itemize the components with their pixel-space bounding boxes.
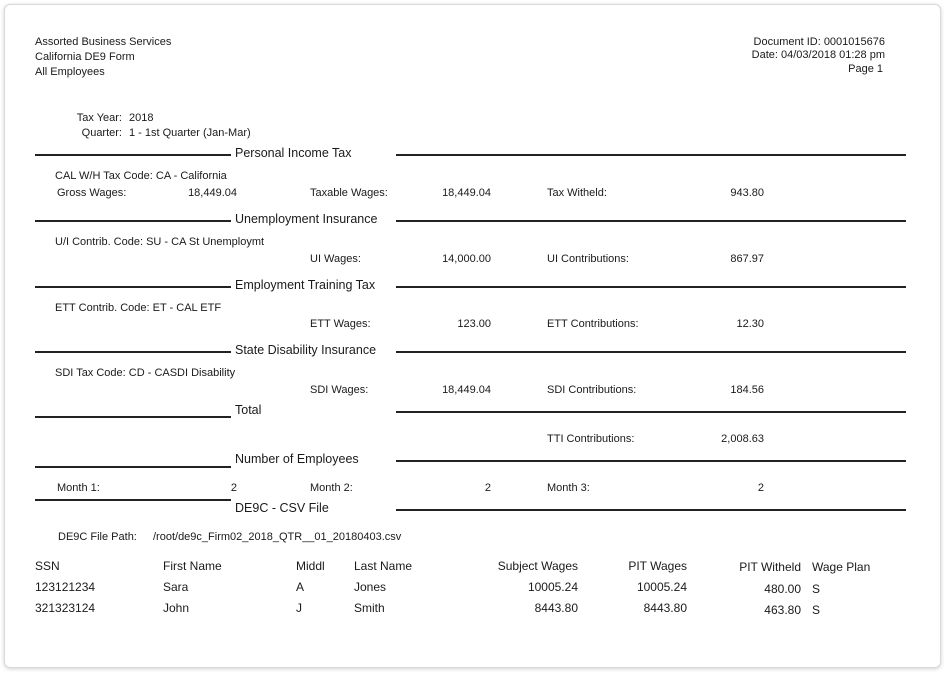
pit-tax-code: CAL W/H Tax Code: CA - California bbox=[55, 170, 227, 182]
quarter-value: 1 - 1st Quarter (Jan-Mar) bbox=[129, 127, 251, 139]
taxable-wages-value: 18,449.04 bbox=[442, 187, 491, 199]
sdi-wages-value: 18,449.04 bbox=[442, 384, 491, 396]
ett-contrib-value: 12.30 bbox=[736, 318, 764, 330]
tax-withheld-label: Tax Witheld: bbox=[547, 187, 607, 199]
gross-wages-label: Gross Wages: bbox=[57, 187, 127, 199]
ui-wages-label: UI Wages: bbox=[310, 253, 361, 265]
table-cell-ssn: 321323124 bbox=[35, 601, 96, 615]
sdi-wages-label: SDI Wages: bbox=[310, 384, 369, 396]
month3-value: 2 bbox=[757, 482, 764, 494]
table-cell-ssn: 123121234 bbox=[35, 580, 96, 594]
month1-value: 2 bbox=[230, 482, 237, 494]
table-cell-last-name: Jones bbox=[354, 580, 387, 594]
column-header-last-name: Last Name bbox=[354, 559, 413, 573]
section-title-employees: Number of Employees bbox=[235, 452, 359, 466]
table-cell-last-name: Smith bbox=[354, 601, 385, 615]
month2-label: Month 2: bbox=[310, 482, 353, 494]
table-cell-subject-wages: 8443.80 bbox=[534, 601, 578, 615]
table-cell-wage-plan: S bbox=[812, 603, 821, 617]
month2-value: 2 bbox=[484, 482, 491, 494]
section-title-total: Total bbox=[235, 403, 262, 417]
tti-contrib-value: 2,008.63 bbox=[721, 433, 764, 445]
table-cell-wage-plan: S bbox=[812, 582, 821, 596]
tti-contrib-label: TTI Contributions: bbox=[547, 433, 635, 445]
section-divider-left bbox=[35, 466, 231, 468]
ui-contrib-label: UI Contributions: bbox=[547, 253, 629, 265]
section-divider-right bbox=[396, 411, 906, 413]
ett-contrib-code: ETT Contrib. Code: ET - CAL ETF bbox=[55, 302, 222, 314]
section-divider-right bbox=[396, 460, 906, 462]
ett-wages-label: ETT Wages: bbox=[310, 318, 371, 330]
company-name: Assorted Business Services bbox=[35, 36, 172, 48]
report-date: Date: 04/03/2018 01:28 pm bbox=[751, 49, 885, 61]
section-title-csv: DE9C - CSV File bbox=[235, 501, 329, 515]
month3-label: Month 3: bbox=[547, 482, 590, 494]
csv-path-value: /root/de9c_Firm02_2018_QTR__01_20180403.csv bbox=[153, 531, 402, 543]
section-title-ett: Employment Training Tax bbox=[235, 278, 376, 292]
section-title-pit: Personal Income Tax bbox=[235, 146, 352, 160]
section-divider-left bbox=[35, 286, 231, 288]
section-divider-left bbox=[35, 220, 231, 222]
section-divider-left bbox=[35, 351, 231, 353]
section-divider-left bbox=[35, 499, 231, 501]
form-name: California DE9 Form bbox=[35, 51, 135, 63]
table-cell-first-name: John bbox=[163, 601, 190, 615]
column-header-middle: Middl bbox=[296, 559, 325, 573]
ett-wages-value: 123.00 bbox=[457, 318, 491, 330]
section-divider-right bbox=[396, 351, 906, 353]
report-page bbox=[4, 4, 941, 668]
section-divider-right bbox=[396, 286, 906, 288]
tax-withheld-value: 943.80 bbox=[730, 187, 764, 199]
section-divider-left bbox=[35, 154, 231, 156]
column-header-ssn: SSN bbox=[35, 559, 60, 573]
tax-year-value: 2018 bbox=[129, 112, 154, 124]
table-cell-subject-wages: 10005.24 bbox=[527, 580, 578, 594]
column-header-wage-plan: Wage Plan bbox=[812, 560, 871, 574]
column-header-pit-wages: PIT Wages bbox=[628, 559, 687, 573]
tax-year-label: Tax Year: bbox=[76, 112, 122, 124]
table-cell-pit-wages: 8443.80 bbox=[643, 601, 687, 615]
column-header-first-name: First Name bbox=[163, 559, 222, 573]
column-header-pit-withheld: PIT Witheld bbox=[739, 560, 801, 574]
section-title-ui: Unemployment Insurance bbox=[235, 212, 378, 226]
table-cell-middle: A bbox=[296, 580, 305, 594]
table-cell-pit-wages: 10005.24 bbox=[636, 580, 687, 594]
section-divider-right bbox=[396, 154, 906, 156]
sdi-tax-code: SDI Tax Code: CD - CASDI Disability bbox=[55, 367, 236, 379]
section-divider-right bbox=[396, 220, 906, 222]
column-header-subject-wages: Subject Wages bbox=[497, 559, 578, 573]
sdi-contrib-label: SDI Contributions: bbox=[547, 384, 637, 396]
gross-wages-value: 18,449.04 bbox=[188, 187, 237, 199]
table-cell-pit-withheld: 480.00 bbox=[764, 582, 801, 596]
page-number: Page 1 bbox=[848, 63, 883, 75]
section-title-sdi: State Disability Insurance bbox=[235, 343, 377, 357]
section-divider-left bbox=[35, 416, 231, 418]
ett-contrib-label: ETT Contributions: bbox=[547, 318, 639, 330]
csv-path-label: DE9C File Path: bbox=[58, 531, 137, 543]
section-divider-right bbox=[396, 509, 906, 511]
table-cell-middle: J bbox=[296, 601, 302, 615]
document-id: Document ID: 0001015676 bbox=[753, 36, 885, 48]
table-cell-first-name: Sara bbox=[163, 580, 189, 594]
table-cell-pit-withheld: 463.80 bbox=[764, 603, 801, 617]
sdi-contrib-value: 184.56 bbox=[730, 384, 764, 396]
report-scope: All Employees bbox=[35, 66, 105, 78]
quarter-label: Quarter: bbox=[81, 127, 122, 139]
ui-contrib-value: 867.97 bbox=[730, 253, 764, 265]
ui-contrib-code: U/I Contrib. Code: SU - CA St Unemploymt bbox=[55, 236, 265, 248]
ui-wages-value: 14,000.00 bbox=[442, 253, 491, 265]
taxable-wages-label: Taxable Wages: bbox=[310, 187, 388, 199]
month1-label: Month 1: bbox=[57, 482, 100, 494]
